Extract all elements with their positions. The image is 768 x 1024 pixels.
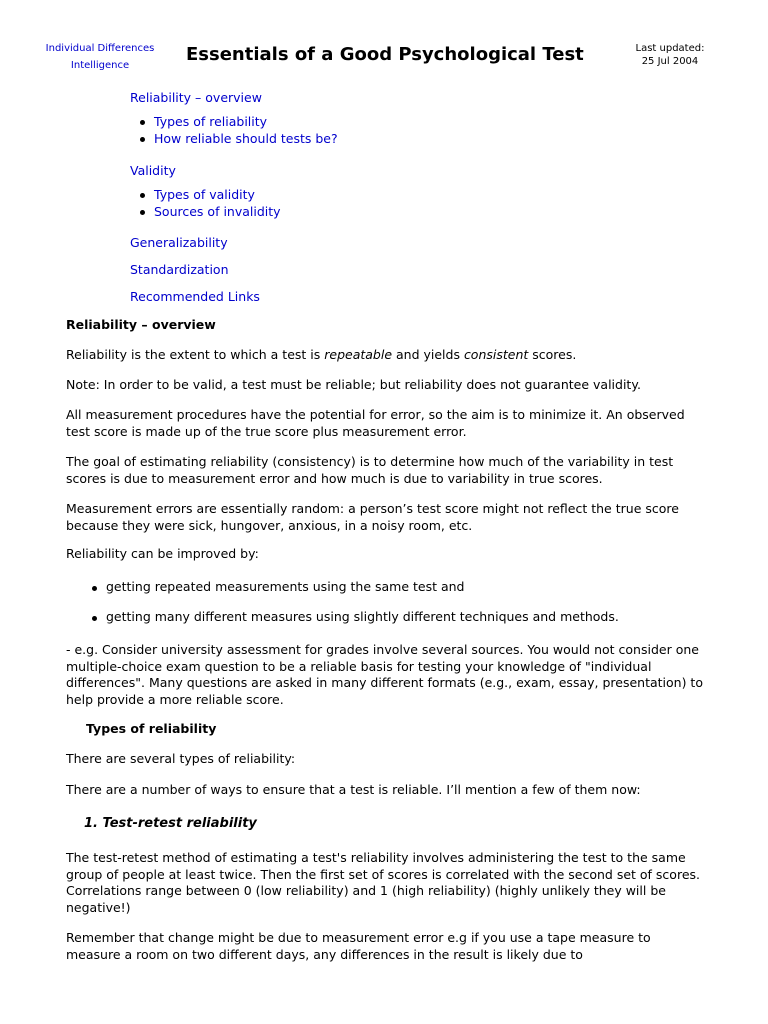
toc-types-of-reliability[interactable]: Types of reliability xyxy=(154,113,338,130)
paragraph-test-retest: The test-retest method of estimating a test's reliability involves administering the test to the same group of people at least twice. Then the first set of scores is correlated with the second set of scores. Correlations range between 0 (low reliability) and 1 (high reliability) (highly unlikely they will be negative!) xyxy=(66,850,700,915)
paragraph-improved-by: Reliability can be improved by: xyxy=(66,546,259,561)
last-updated-label: Last updated: xyxy=(635,43,705,54)
toc-how-reliable[interactable]: How reliable should tests be? xyxy=(154,131,338,146)
last-updated-date: 25 Jul 2004 xyxy=(641,56,699,67)
section-heading-reliability: Reliability – overview xyxy=(66,317,216,332)
header-nav xyxy=(34,40,166,74)
list-item: getting repeated measurements using the same test and xyxy=(106,579,465,594)
paragraph-random-errors: Measurement errors are essentially random: a person’s test score might not reflect the true score because they were sick, hungover, anxious, in a noisy room, etc. xyxy=(66,501,679,533)
toc-standardization[interactable]: Standardization xyxy=(130,262,229,277)
paragraph-reliability-definition xyxy=(66,347,706,364)
paragraph-example: - e.g. Consider university assessment for grades involve several sources. You would not consider one multiple-choice exam question to be a reliable basis for testing your knowledge of "individual differences". Many questions are asked in many different formats (e.g., exam, essay, presentation) to help provide a more reliable score. xyxy=(66,642,703,707)
toc-reliability-sublist xyxy=(154,113,338,147)
toc-types-of-validity[interactable]: Types of validity xyxy=(154,186,281,203)
toc-recommended-links[interactable]: Recommended Links xyxy=(130,289,260,304)
text-span: Reliability is the extent to which a test is xyxy=(66,347,325,362)
paragraph-several-types: There are several types of reliability: xyxy=(66,751,296,766)
emphasis-repeatable: repeatable xyxy=(324,347,393,362)
toc-reliability-overview[interactable]: Reliability – overview xyxy=(130,90,262,105)
last-updated xyxy=(624,42,716,68)
paragraph-ways-to-ensure: There are a number of ways to ensure that a test is reliable. I’ll mention a few of them now: xyxy=(66,782,641,797)
emphasis-consistent: consistent xyxy=(463,347,529,362)
section-heading-types-of-reliability: Types of reliability xyxy=(86,721,217,736)
toc-generalizability[interactable]: Generalizability xyxy=(130,235,228,250)
toc-validity[interactable]: Validity xyxy=(130,163,176,178)
toc-validity-sublist xyxy=(154,186,281,220)
toc-sources-of-invalidity[interactable]: Sources of invalidity xyxy=(154,204,281,219)
paragraph-measurement-error: All measurement procedures have the potential for error, so the aim is to minimize it. An observed test score is made up of the true score plus measurement error. xyxy=(66,407,685,439)
text-span: and yields xyxy=(392,347,464,362)
page-title: Essentials of a Good Psychological Test xyxy=(186,44,584,65)
paragraph-goal: The goal of estimating reliability (consistency) is to determine how much of the variability in test scores is due to measurement error and how much is due to variability in true scores. xyxy=(66,454,674,486)
nav-link-intelligence[interactable]: Intelligence xyxy=(70,60,130,71)
subheading-test-retest: 1. Test-retest reliability xyxy=(84,816,257,831)
paragraph-note: Note: In order to be valid, a test must be reliable; but reliability does not guarantee validity. xyxy=(66,377,641,392)
paragraph-remember-change: Remember that change might be due to measurement error e.g if you use a tape measure to measure a room on two different days, any differences in the result is likely due to xyxy=(66,930,651,962)
nav-link-individual-differences[interactable]: Individual Differences xyxy=(45,43,155,54)
text-span: scores. xyxy=(528,347,577,362)
list-item: getting many different measures using slightly different techniques and methods. xyxy=(106,609,619,624)
